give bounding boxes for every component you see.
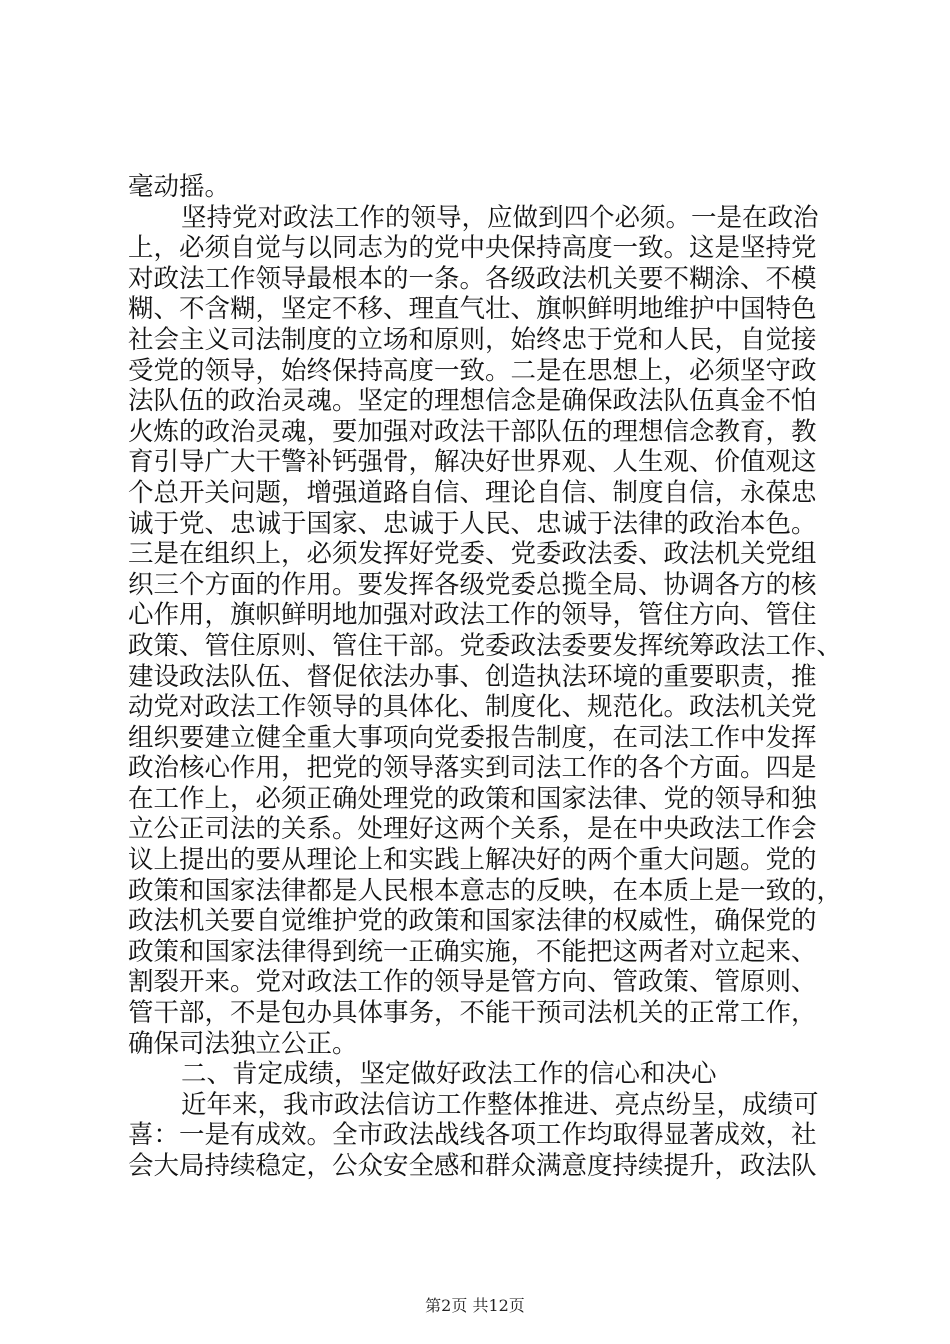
- text-line: 政治核心作用，把党的领导落实到司法工作的各个方面。四是: [128, 753, 817, 784]
- text-line: 织三个方面的作用。要发挥各级党委总揽全局、协调各方的核: [128, 569, 817, 600]
- text-line: 受党的领导，始终保持高度一致。二是在思想上，必须坚守政: [128, 355, 817, 386]
- document-body: [128, 172, 843, 1182]
- text-line: 组织要建立健全重大事项向党委报告制度，在司法工作中发挥: [128, 722, 817, 753]
- page-footer: [0, 1293, 950, 1316]
- text-line: 火炼的政治灵魂，要加强对政法干部队伍的理想信念教育，教: [128, 416, 817, 447]
- text-line: 议上提出的要从理论上和实践上解决好的两个重大问题。党的: [128, 845, 817, 876]
- text-line: 在工作上，必须正确处理党的政策和国家法律、党的领导和独: [128, 783, 817, 814]
- text-line: 立公正司法的关系。处理好这两个关系，是在中央政法工作会: [128, 814, 817, 845]
- paragraph-start-line: 坚持党对政法工作的领导，应做到四个必须。一是在政治: [181, 202, 819, 233]
- text-line: 心作用，旗帜鲜明地加强对政法工作的领导，管住方向、管住: [128, 600, 817, 631]
- paragraph-start-line: 近年来，我市政法信访工作整体推进、亮点纷呈，成绩可: [181, 1089, 819, 1120]
- text-line: 社会主义司法制度的立场和原则，始终忠于党和人民，自觉接: [128, 324, 817, 355]
- text-line: 对政法工作领导最根本的一条。各级政法机关要不糊涂、不模: [128, 263, 817, 294]
- text-line: 糊、不含糊，坚定不移、理直气壮、旗帜鲜明地维护中国特色: [128, 294, 817, 325]
- text-line: 政策和国家法律得到统一正确实施，不能把这两者对立起来、: [128, 936, 817, 967]
- text-line: 动党对政法工作领导的具体化、制度化、规范化。政法机关党: [128, 692, 817, 723]
- text-line: 个总开关问题，增强道路自信、理论自信、制度自信，永葆忠: [128, 477, 817, 508]
- text-line: 管干部，不是包办具体事务，不能干预司法机关的正常工作，: [128, 998, 817, 1029]
- text-line: 割裂开来。党对政法工作的领导是管方向、管政策、管原则、: [128, 967, 817, 998]
- page-number-label: 第2页 共12页: [425, 1296, 525, 1315]
- text-line: 育引导广大干警补钙强骨，解决好世界观、人生观、价值观这: [128, 447, 817, 478]
- text-line: 确保司法独立公正。: [128, 1028, 358, 1059]
- text-line: 诚于党、忠诚于国家、忠诚于人民、忠诚于法律的政治本色。: [128, 508, 817, 539]
- section-heading: 二、肯定成绩，坚定做好政法工作的信心和决心: [181, 1059, 717, 1090]
- text-line: 政法机关要自觉维护党的政策和国家法律的权威性，确保党的: [128, 906, 817, 937]
- text-line: 毫动摇。: [128, 172, 231, 202]
- text-line: 政策和国家法律都是人民根本意志的反映，在本质上是一致的，: [128, 875, 843, 906]
- text-line: 建设政法队伍、督促依法办事、创造执法环境的重要职责，推: [128, 661, 817, 692]
- text-line: 法队伍的政治灵魂。坚定的理想信念是确保政法队伍真金不怕: [128, 386, 817, 417]
- text-line: 上，必须自觉与以同志为的党中央保持高度一致。这是坚持党: [128, 233, 817, 264]
- text-line: 喜：一是有成效。全市政法战线各项工作均取得显著成效，社: [128, 1120, 817, 1151]
- text-line: 政策、管住原则、管住干部。党委政法委要发挥统筹政法工作、: [128, 630, 843, 661]
- text-line: 会大局持续稳定，公众安全感和群众满意度持续提升，政法队: [128, 1151, 817, 1181]
- text-line: 三是在组织上，必须发挥好党委、党委政法委、政法机关党组: [128, 539, 817, 570]
